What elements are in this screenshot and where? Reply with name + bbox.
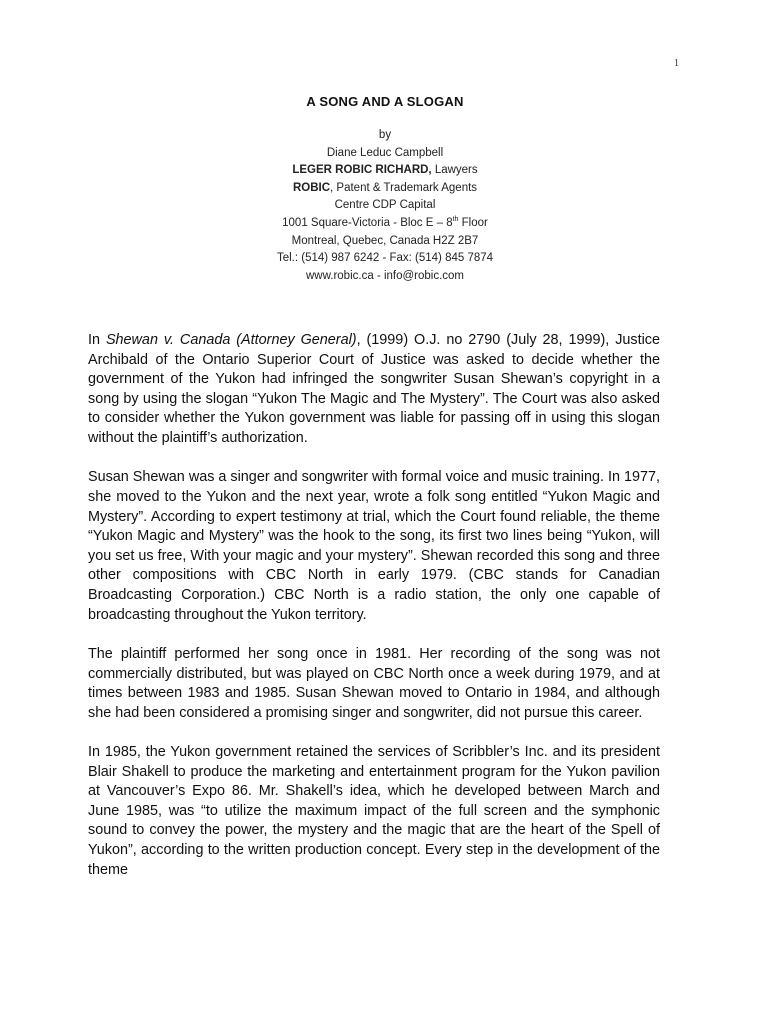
- page-number: 1: [674, 58, 679, 69]
- paragraph-1: [88, 331, 660, 449]
- p1-rest: , (1999) O.J. no 2790 (July 28, 1999), Justice Archibald of the Ontario Superior Court of Justice was asked to decide whether the government of the Yukon had infringed the songwriter Susan Shewan’s copyright in a song by using the slogan “Yukon The Magic and The Mystery”. The Court was also asked to consider whether the Yukon government was liable for passing off in using this slogan without the plaintiff’s authorization.: [88, 332, 661, 446]
- author-block: [0, 127, 770, 285]
- body-text: [88, 331, 660, 900]
- address-line: [0, 215, 770, 233]
- document-title: A SONG AND A SLOGAN: [306, 94, 464, 109]
- p1-lead: In: [88, 332, 106, 348]
- agent-line: [0, 180, 770, 198]
- paragraph-3: The plaintiff performed her song once in 1981. Her recording of the song was not commercially distributed, but was played on CBC North once a week during 1979, and at times between 1983 and 1985. Susan Shewan moved to Ontario in 1984, and although she had been considered a promising singer and songwriter, did not pursue this career.: [88, 645, 660, 721]
- firm-suffix: Lawyers: [431, 164, 478, 177]
- address-post: Floor: [458, 216, 488, 229]
- firm-name: LEGER ROBIC RICHARD,: [292, 164, 432, 177]
- paragraph-4: In 1985, the Yukon government retained the services of Scribbler’s Inc. and its president Blair Shakell to produce the marketing and entertainment program for the Yukon pavilion at Vancouver’s Expo 86. Mr. Shakell’s idea, which he developed between March and June 1985, was “to utilize the maximum impact of the full screen and the symphonic sound to convey the power, the mystery and the magic that are the heart of the Spell of Yukon”, according to the written production concept. Every step in the development of the theme: [88, 744, 660, 878]
- address-sup: th: [452, 216, 459, 224]
- phone-line: Tel.: (514) 987 6242 - Fax: (514) 845 7874: [276, 252, 494, 265]
- web-line: www.robic.ca - info@robic.com: [305, 269, 465, 282]
- paragraph-2: Susan Shewan was a singer and songwriter with formal voice and music training. In 1977, she moved to the Yukon and the next year, wrote a folk song entitled “Yukon Magic and Mystery”. According to expert testimony at trial, which the Court found reliable, the theme “Yukon Magic and Mystery” was the hook to the song, its first two lines being “Yukon, will you set us free, With your magic and your mystery”. Shewan recorded this song and three other compositions with CBC North in early 1979. (CBC stands for Canadian Broadcasting Corporation.) CBC North is a radio station, the only one capable of broadcasting throughout the Yukon territory.: [88, 469, 660, 623]
- building-line: Centre CDP Capital: [334, 199, 436, 212]
- city-line: Montreal, Quebec, Canada H2Z 2B7: [291, 234, 479, 247]
- by-line: by: [378, 129, 392, 141]
- address-pre: 1001 Square-Victoria - Bloc E – 8: [282, 216, 453, 229]
- case-citation: Shewan v. Canada (Attorney General): [105, 332, 357, 348]
- author-name: Diane Leduc Campbell: [326, 146, 444, 159]
- agent-name: ROBIC: [292, 181, 331, 194]
- firm-line: [0, 162, 770, 180]
- agent-suffix: , Patent & Trademark Agents: [330, 181, 478, 194]
